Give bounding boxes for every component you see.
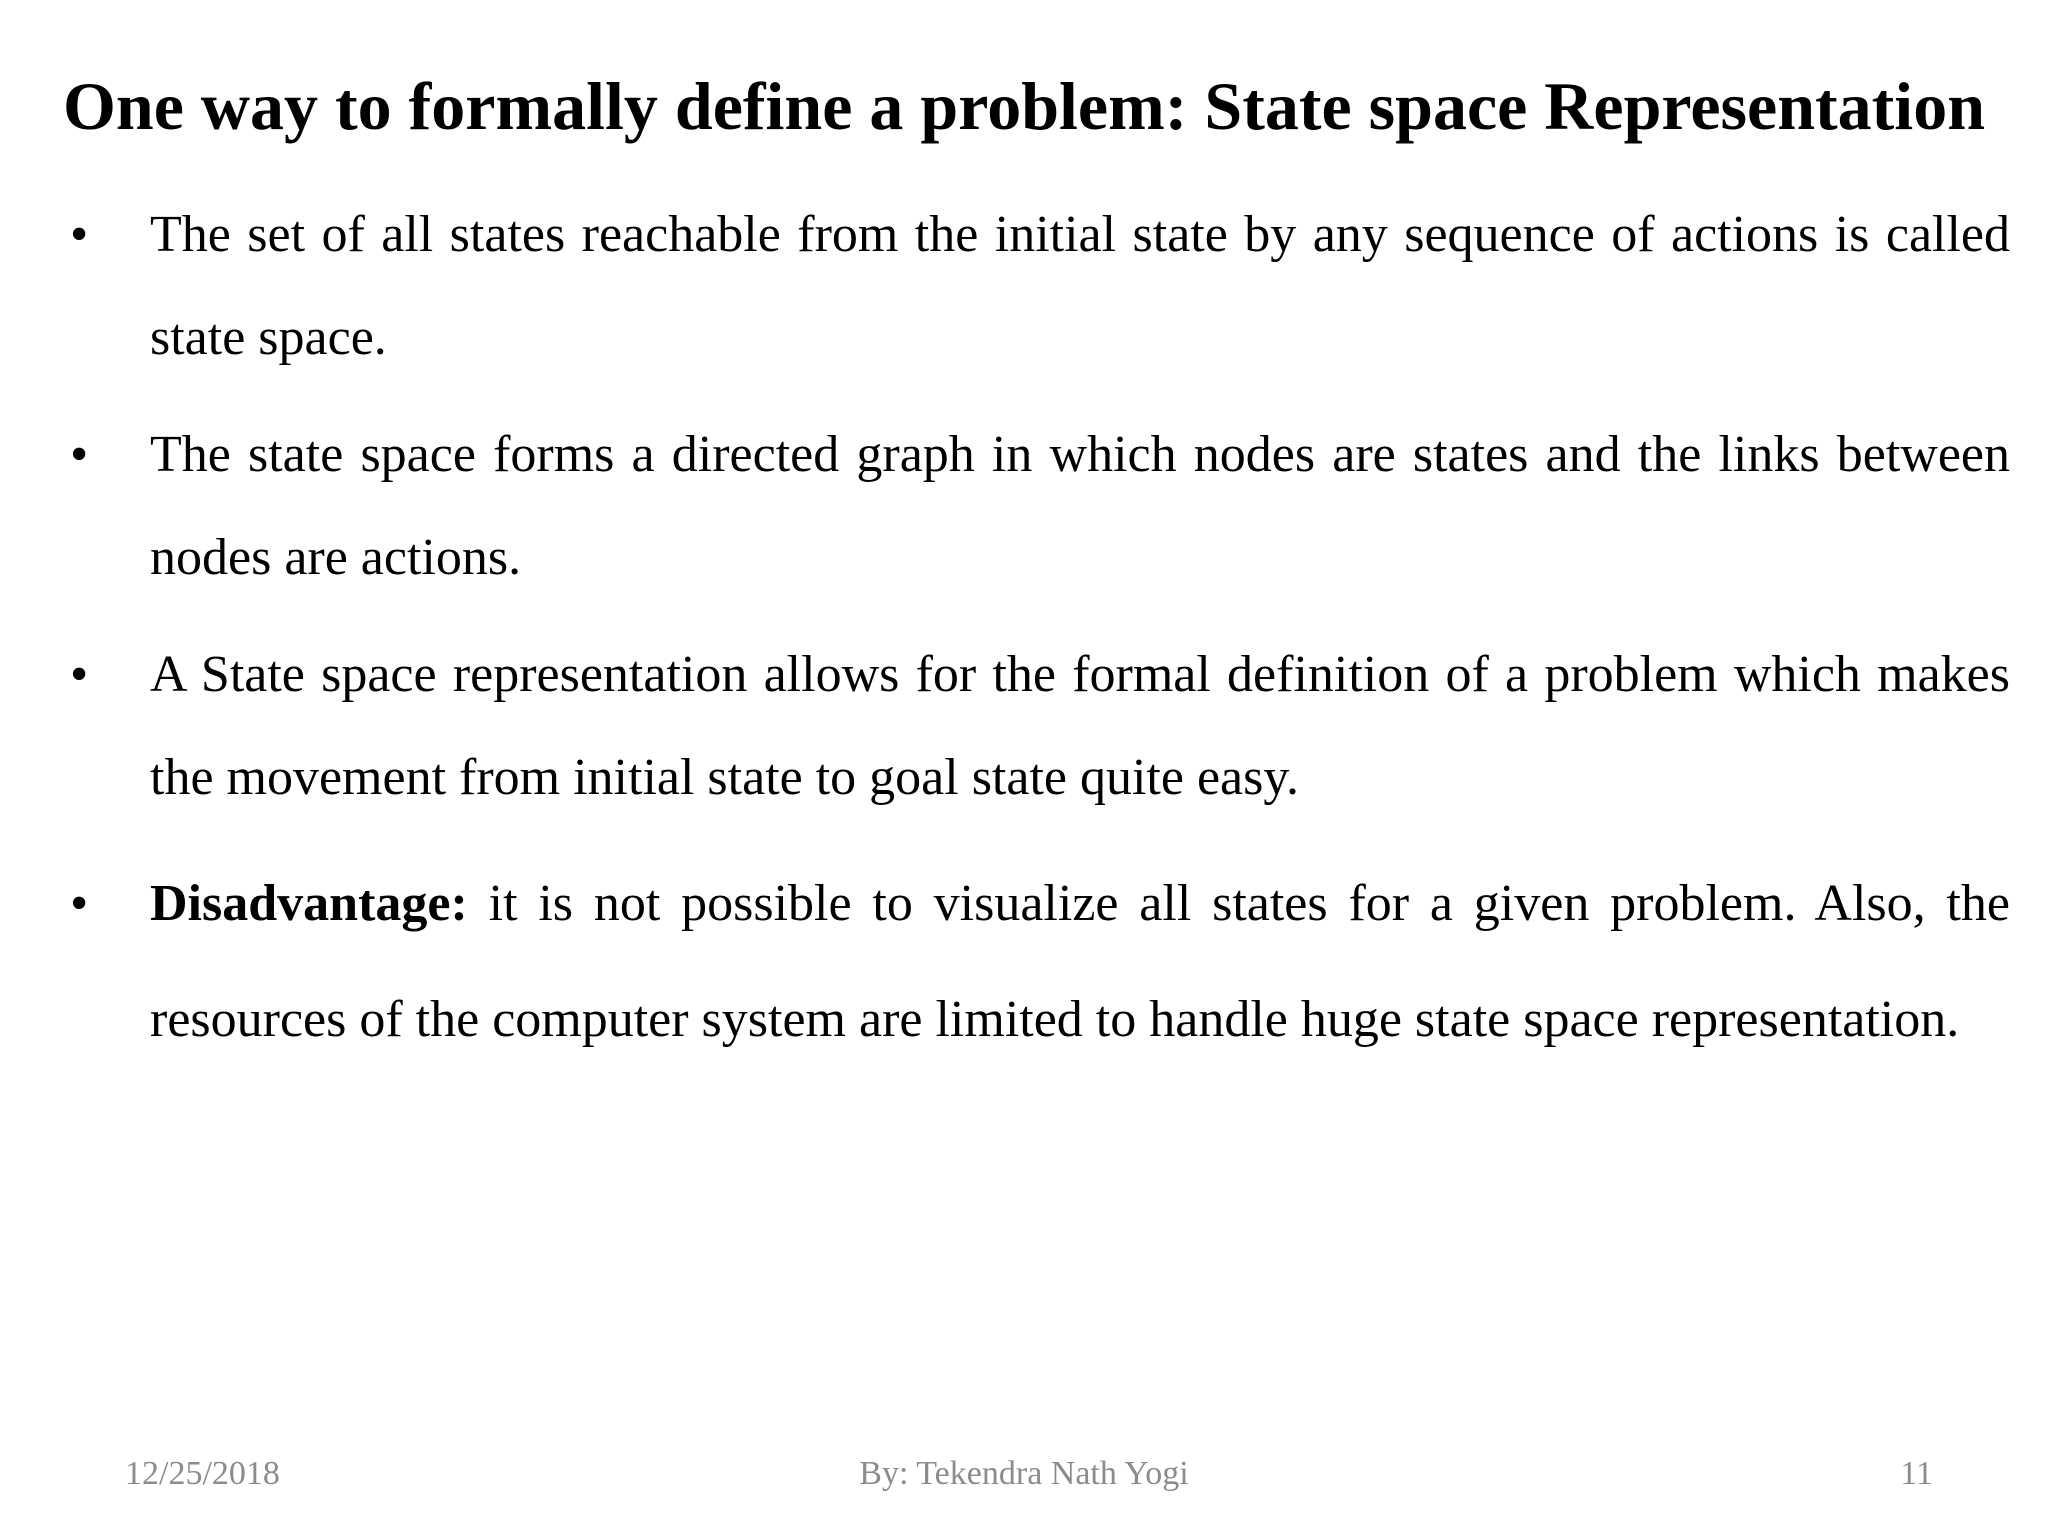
footer-author: By: Tekendra Nath Yogi (859, 1455, 1189, 1492)
bullet-item (70, 623, 2010, 829)
slide-title: One way to formally define a problem: State space Representation (62, 68, 1986, 144)
bullet-text: it is not possible to visualize all states for a given problem. Also, the resources of the computer system are limited to handle huge state space representation. (150, 875, 2010, 1048)
bullet-text: A State space representation allows for the formal definition of a problem which makes the movement from initial state to goal state quite easy. (150, 646, 2010, 806)
bullet-item (70, 846, 2010, 1078)
bullet-icon: • (70, 206, 89, 263)
bullet-text: The set of all states reachable from the initial state by any sequence of actions is called state space. (150, 206, 2010, 366)
footer-date: 12/25/2018 (125, 1455, 280, 1492)
bullet-icon: • (70, 875, 89, 932)
bullet-icon: • (70, 646, 89, 703)
bullet-item (70, 183, 2010, 389)
bullet-text: The state space forms a directed graph in which nodes are states and the links between nodes are actions. (150, 426, 2010, 586)
bullet-icon: • (70, 426, 89, 483)
footer-page-number: 11 (1900, 1455, 1933, 1492)
bullet-label: Disadvantage: (150, 875, 468, 932)
bullet-item (70, 403, 2010, 609)
